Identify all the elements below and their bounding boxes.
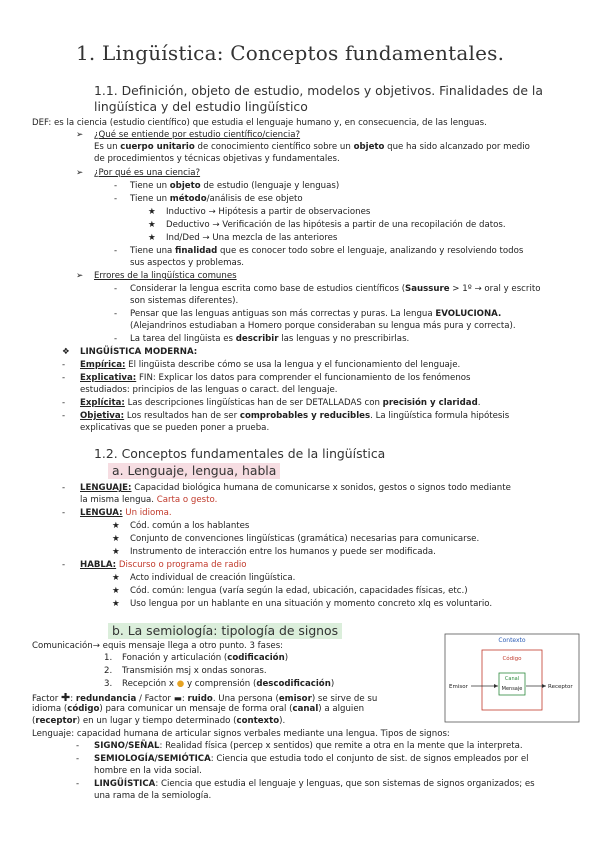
mensaje-label: Mensaje (501, 686, 523, 692)
dash-bullet-icon: - (62, 483, 66, 493)
factores-line-2: idioma (código) para comunicar un mensaje de forma oral (canal) a alguien (32, 704, 365, 714)
tipo-linguistica: LINGÜÍSTICA: Ciencia que estudia el lenguaje y lenguas, que son sistemas de signos organizados; es (94, 779, 535, 789)
habla-sub-3: Uso lengua por un hablante en una situación y momento concreto xlq es voluntario. (130, 599, 493, 609)
star-bullet-icon: ★ (148, 233, 156, 243)
q2-item-2: Tiene un método/análisis de ese objeto (130, 194, 303, 204)
q3-item-2-l2: (Alejandrinos estudiaban a Homero porque consideraban su lengua más pura y correcta). (130, 321, 516, 331)
moderna-objetiva-l2: explicativas que se pueden poner a prueba. (80, 423, 270, 433)
star-bullet-icon: ★ (148, 220, 156, 230)
question-1 (94, 130, 300, 141)
dash-bullet-icon: - (114, 246, 118, 256)
fase-2: Transmisión msj x ondas sonoras. (122, 666, 267, 676)
section-1-1-heading (94, 83, 543, 115)
habla-sub-2: Cód. común: lengua (varía según la edad, ubicación, capacidades físicas, etc.) (130, 586, 468, 596)
factores-line-3: (receptor) en un lugar y tiempo determinado (contexto). (32, 716, 286, 726)
q2-sub-2: Deductivo → Verificación de las hipótesis a partir de una recopilación de datos. (166, 220, 506, 230)
lengua-sub-3: Instrumento de interacción entre los humanos y puede ser modificada. (130, 547, 436, 557)
question-3 (94, 271, 237, 282)
contexto-label: Contexto (498, 637, 526, 644)
q3-item-1: Considerar la lengua escrita como base de estudios científicos (Saussure > 1º → oral y escrito (130, 284, 541, 294)
dash-bullet-icon: - (114, 284, 118, 294)
tipo-semiologia: SEMIOLOGÍA/SEMIÓTICA: Ciencia que estudia todo el conjunto de sist. de signos empleados por el (94, 754, 529, 764)
tipo-semiologia-l2: hombre en la vida social. (94, 766, 202, 776)
ear-icon: ● (176, 679, 185, 689)
page-title: 1. Lingüística: Conceptos fundamentales. (76, 41, 505, 65)
lenguaje-def-l2: la misma lengua. Carta o gesto. (80, 495, 218, 505)
question-3-text: Errores de la lingüística comunes (94, 271, 237, 281)
factores-line-1: Factor ✚: redundancia / Factor ▬: ruido. Una persona (emisor) se sirve de su (32, 691, 378, 704)
lenguaje-def: LENGUAJE: Capacidad biológica humana de comunicarse x sonidos, gestos o signos todo mediante (80, 483, 511, 493)
star-bullet-icon: ★ (112, 534, 120, 544)
list-number: 3. (104, 679, 113, 689)
minus-icon: ▬ (173, 694, 182, 704)
diamond-bullet-icon: ❖ (62, 347, 70, 357)
dash-bullet-icon: - (114, 181, 118, 191)
q2-item-3-l2: sus aspectos y problemas. (130, 258, 245, 268)
tipo-signo: SIGNO/SEÑAL: Realidad física (percep x sentidos) que remite a otra en la mente que la interpreta. (94, 741, 523, 751)
fase-3: Recepción x ● y comprensión (descodificación) (122, 679, 335, 689)
dash-bullet-icon: - (114, 334, 118, 344)
moderna-heading: LINGÜÍSTICA MODERNA: (80, 347, 198, 357)
subsection-b-heading: b. La semiología: tipología de signos (108, 623, 342, 639)
moderna-explicativa: Explicativa: FIN: Explicar los datos para comprender el funcionamiento de los fenómenos (80, 373, 471, 383)
dash-bullet-icon: - (62, 411, 66, 421)
question-2-text: ¿Por qué es una ciencia? (94, 168, 201, 178)
star-bullet-icon: ★ (112, 573, 120, 583)
dash-bullet-icon: - (62, 508, 66, 518)
q2-sub-3: Ind/Ded → Una mezcla de las anteriores (166, 233, 338, 243)
fase-1: Fonación y articulación (codificación) (122, 653, 289, 663)
subsection-a-heading: a. Lenguaje, lengua, habla (108, 463, 280, 479)
heading-line-1: 1.1. Definición, objeto de estudio, modelos y objetivos. Finalidades de la (94, 83, 543, 98)
section-1-2-heading: 1.2. Conceptos fundamentales de la lingüística (94, 446, 386, 461)
q2-item-1: Tiene un objeto de estudio (lenguaje y lenguas) (130, 181, 340, 191)
question-2 (94, 168, 200, 179)
heading-line-2: lingüística y del estudio lingüístico (94, 99, 308, 114)
lenguaje-capacidad: Lenguaje: capacidad humana de articular signos verbales mediante una lengua. Tipos de signos: (32, 729, 450, 739)
emisor-label: Emisor (449, 684, 468, 690)
dash-bullet-icon: - (76, 741, 80, 751)
star-bullet-icon: ★ (112, 521, 120, 531)
communication-diagram (444, 633, 580, 723)
question-1-answer-l2: de procedimientos y técnicas objetivas y fundamentales. (94, 154, 340, 164)
moderna-explicativa-l2: estudiados: principios de las lenguas o caract. del lenguaje. (80, 385, 338, 395)
dash-bullet-icon: - (76, 779, 80, 789)
comunicacion-intro: Comunicación→ equis mensaje llega a otro punto. 3 fases: (32, 641, 284, 651)
dash-bullet-icon: - (114, 194, 118, 204)
dash-bullet-icon: - (62, 360, 66, 370)
dash-bullet-icon: - (62, 560, 66, 570)
question-1-answer: Es un cuerpo unitario de conocimiento científico sobre un objeto que ha sido alcanzado por medio (94, 142, 530, 152)
receptor-label: Receptor (548, 684, 573, 690)
canal-label: Canal (504, 676, 520, 682)
dash-bullet-icon: - (62, 398, 66, 408)
q3-item-1-l2: son sistemas diferentes). (130, 296, 239, 306)
star-bullet-icon: ★ (112, 599, 120, 609)
q2-item-3: Tiene una finalidad que es conocer todo sobre el lenguaje, analizando y resolviendo todos (130, 246, 524, 256)
habla-sub-1: Acto individual de creación lingüística. (130, 573, 296, 583)
q3-item-3: La tarea del lingüista es describir las lenguas y no prescribirlas. (130, 334, 410, 344)
codigo-label: Código (502, 656, 522, 662)
star-bullet-icon: ★ (112, 547, 120, 557)
definition: DEF: es la ciencia (estudio científico) que estudia el lenguaje humano y, en consecuencia, de las lenguas. (32, 118, 487, 128)
star-bullet-icon: ★ (148, 207, 156, 217)
arrow-bullet-icon: ➢ (76, 168, 84, 178)
arrow-bullet-icon: ➢ (76, 271, 84, 281)
habla-def: HABLA: Discurso o programa de radio (80, 560, 247, 570)
question-1-text: ¿Qué se entiende por estudio científico/ciencia? (94, 130, 301, 140)
list-number: 2. (104, 666, 113, 676)
plus-icon: ✚ (61, 691, 71, 704)
dash-bullet-icon: - (114, 309, 118, 319)
lengua-def: LENGUA: Un idioma. (80, 508, 172, 518)
q3-item-2: Pensar que las lenguas antiguas son más correctas y puras. La lengua EVOLUCIONA. (130, 309, 502, 319)
list-number: 1. (104, 653, 113, 663)
arrow-bullet-icon: ➢ (76, 130, 84, 140)
star-bullet-icon: ★ (112, 586, 120, 596)
tipo-linguistica-l2: una rama de la semiología. (94, 791, 212, 801)
q2-sub-1: Inductivo → Hipótesis a partir de observaciones (166, 207, 371, 217)
moderna-empirica: Empírica: El lingüista describe cómo se usa la lengua y el funcionamiento del lenguaje. (80, 360, 461, 370)
lengua-sub-2: Conjunto de convenciones lingüísticas (gramática) necesarias para comunicarse. (130, 534, 480, 544)
moderna-objetiva: Objetiva: Los resultados han de ser comprobables y reducibles. La lingüística formula hipótesis (80, 411, 510, 421)
moderna-explicita: Explícita: Las descripciones lingüísticas han de ser DETALLADAS con precisión y claridad. (80, 398, 481, 408)
dash-bullet-icon: - (62, 373, 66, 383)
dash-bullet-icon: - (76, 754, 80, 764)
lengua-sub-1: Cód. común a los hablantes (130, 521, 250, 531)
